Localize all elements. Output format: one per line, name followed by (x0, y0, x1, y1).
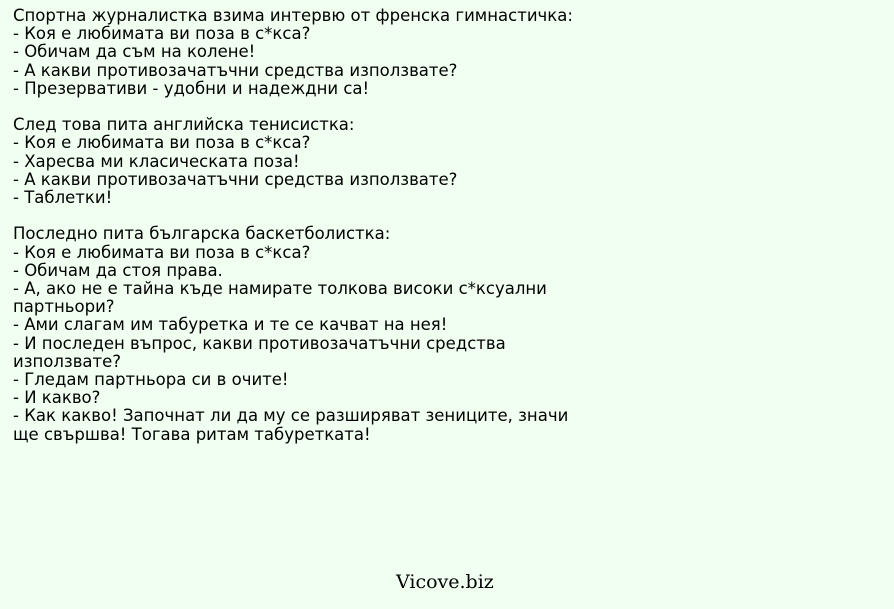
stanza-intro: Последно пита българска баскетболистка: (13, 224, 391, 244)
site-watermark: Vicove.biz (396, 571, 494, 593)
question-line: - А какви противозачатъчни средства използвате? (13, 169, 458, 189)
answer-line: - Обичам да съм на колене! (13, 42, 256, 62)
question-line: - Коя е любимата ви поза в с*кса? (13, 242, 311, 262)
stanza-intro: След това пита английска тенисистка: (13, 115, 355, 135)
question-line: - А какви противозачатъчни средства използвате? (13, 60, 458, 80)
stanza-french-gymnast (13, 7, 573, 98)
stanza-bulgarian-basketball-player (13, 225, 573, 443)
question-line: - Коя е любимата ви поза в с*кса? (13, 24, 311, 44)
question-line: - А, ако не е тайна къде намирате толкова високи с*ксуални партньори? (13, 279, 547, 317)
question-line: - И последен въпрос, какви противозачатъчни средства използвате? (13, 333, 506, 371)
answer-line: - Обичам да стоя права. (13, 260, 223, 280)
stanza-intro: Спортна журналистка взима интервю от френска гимнастичка: (13, 6, 573, 25)
answer-line: - Харесва ми класическата поза! (13, 151, 300, 171)
joke-text (13, 7, 573, 444)
answer-line: - Гледам партньора си в очите! (13, 370, 289, 390)
question-line: - Коя е любимата ви поза в с*кса? (13, 133, 311, 153)
answer-line: - Таблетки! (13, 188, 113, 208)
answer-line: - Презервативи - удобни и надеждни са! (13, 78, 370, 98)
stanza-english-tennis-player (13, 116, 573, 207)
answer-line: - Ами слагам им табуретка и те се качват на нея! (13, 315, 448, 335)
question-line: - И какво? (13, 388, 101, 408)
answer-line: - Как какво! Започнат ли да му се разширяват зениците, значи ще свършва! Тогава ритам табуретката! (13, 406, 569, 444)
